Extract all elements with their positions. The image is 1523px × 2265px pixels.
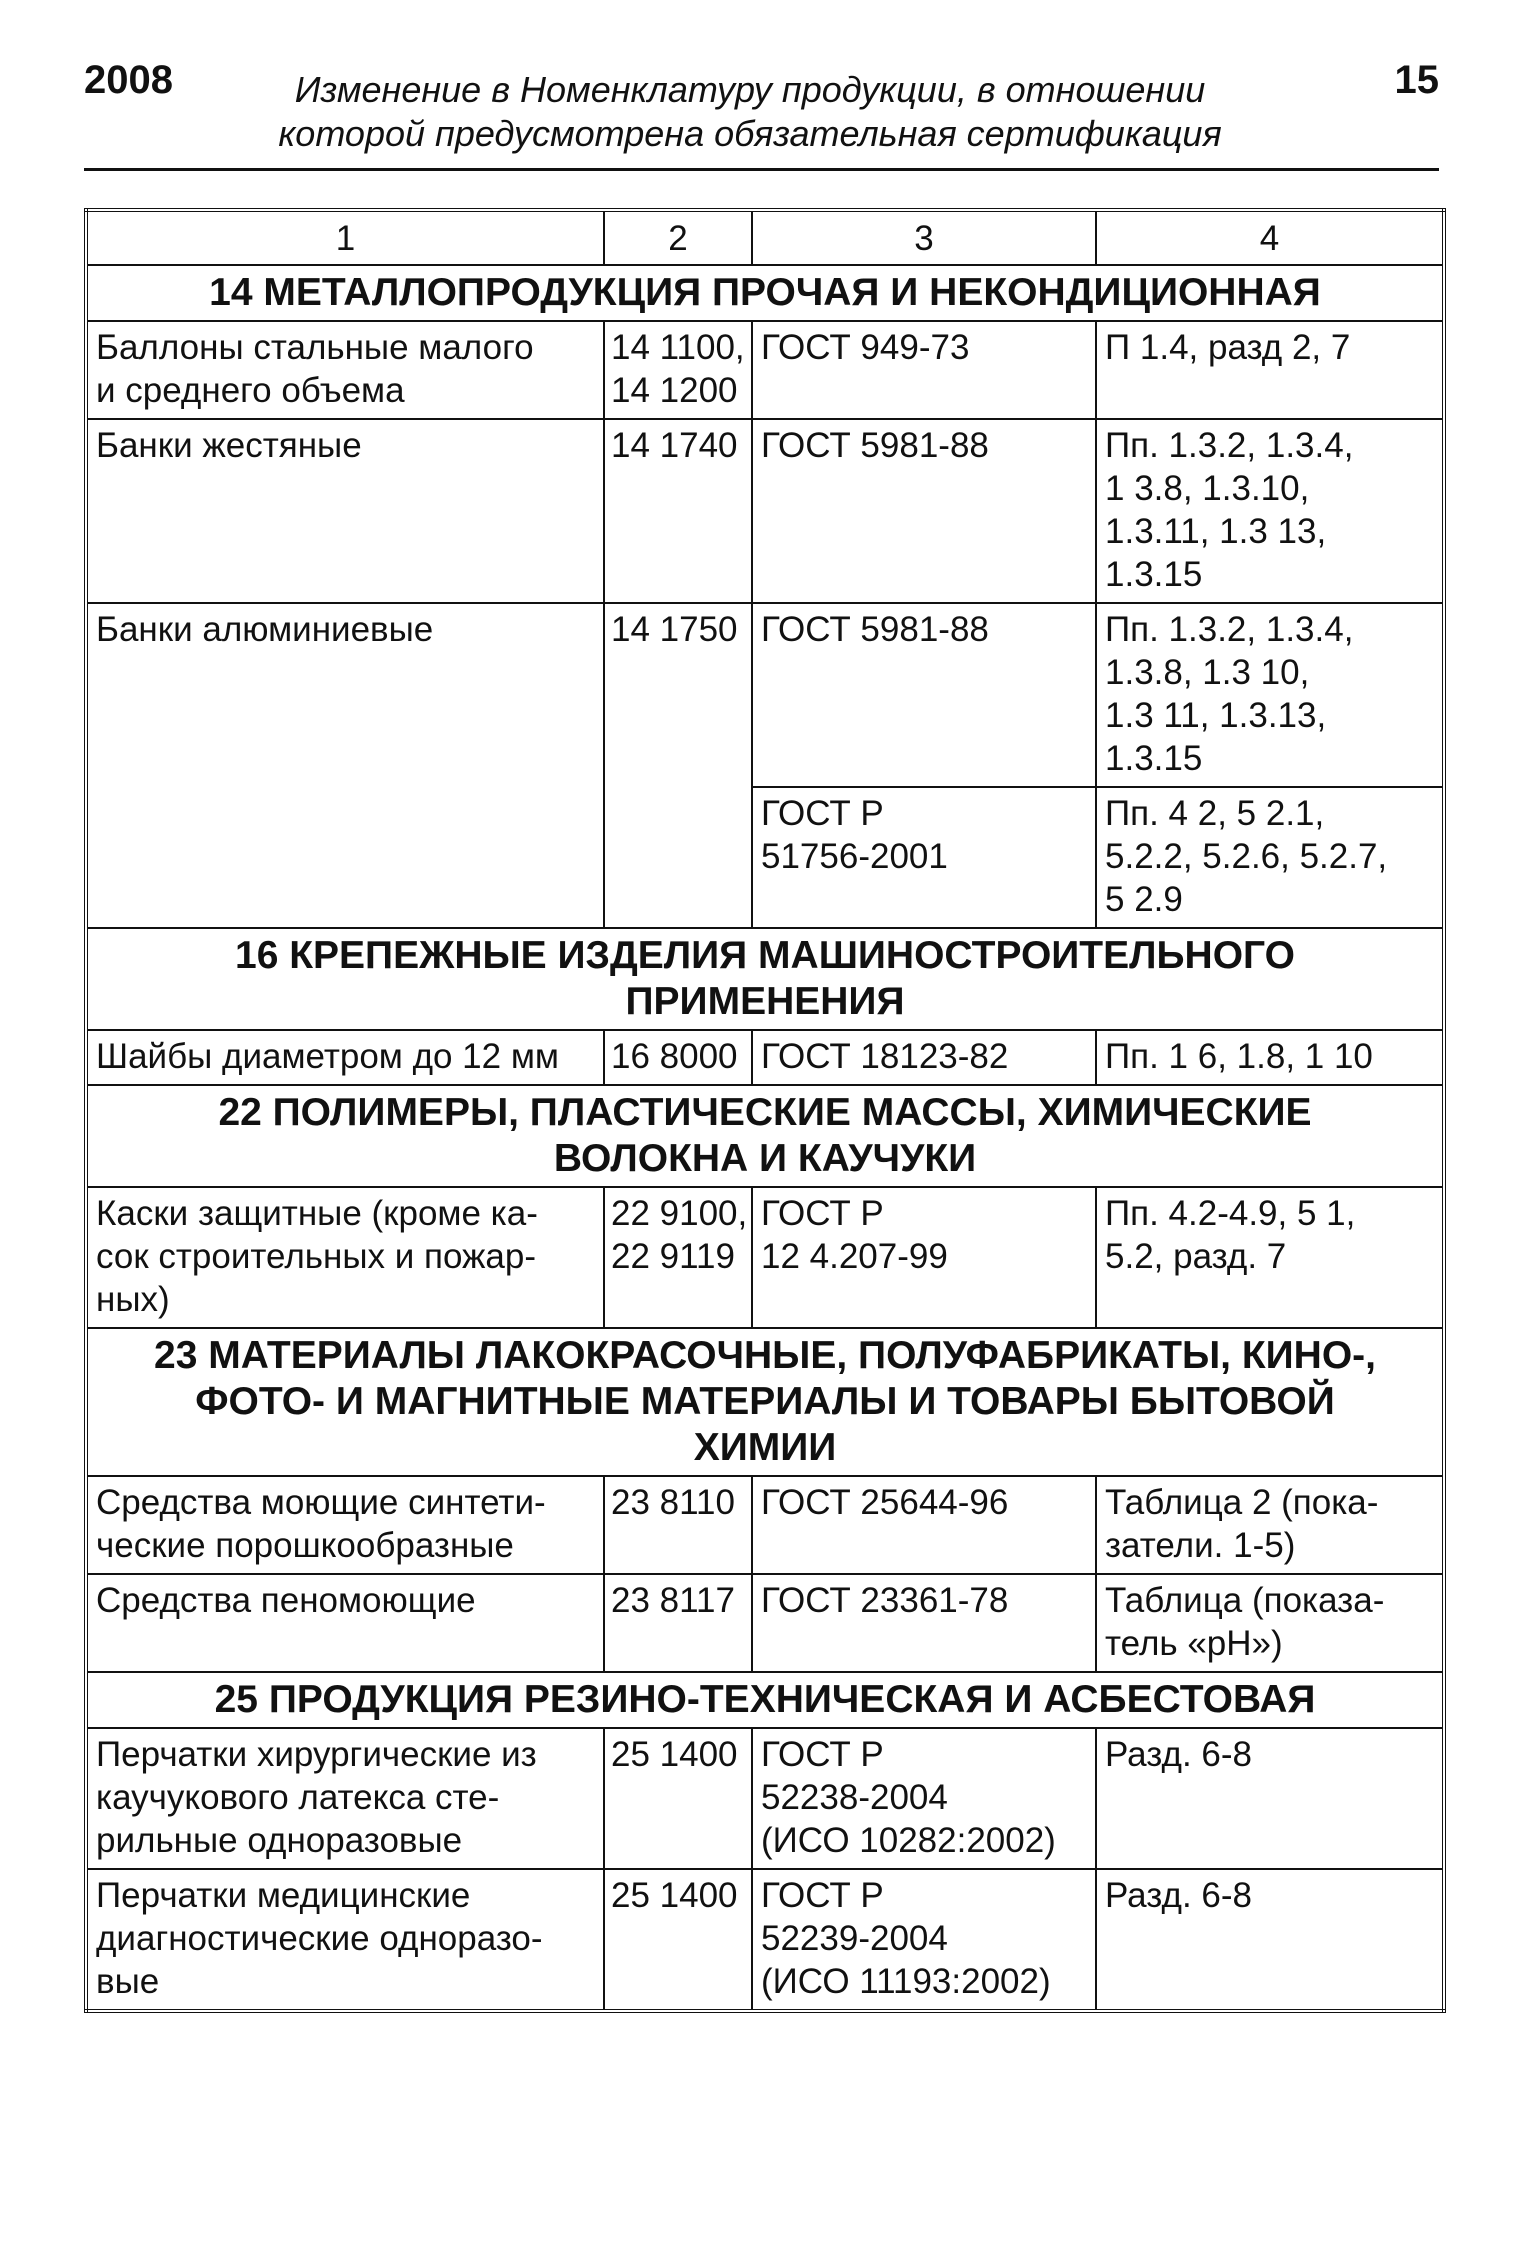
product-code: 14 1750 [604, 603, 752, 928]
page-title-line-1: Изменение в Номенклатуру продукции, в отношении [294, 69, 1206, 110]
clauses: Разд. 6-8 [1096, 1728, 1444, 1869]
header-year: 2008 [84, 58, 173, 102]
column-number: 1 [86, 210, 604, 265]
standard: ГОСТ 25644-96 [752, 1476, 1096, 1574]
product-code: 25 1400 [604, 1869, 752, 2011]
product-name: Каски защитные (кроме ка- сок строительных и пожар- ных) [86, 1187, 604, 1328]
standard: ГОСТ 5981-88 [752, 603, 1096, 787]
table-row [86, 1476, 1444, 1574]
column-number: 2 [604, 210, 752, 265]
product-name: Баллоны стальные малого и среднего объема [86, 321, 604, 419]
header-rule [84, 168, 1439, 171]
section-header-row [86, 1672, 1444, 1728]
section-title: 23 МАТЕРИАЛЫ ЛАКОКРАСОЧНЫЕ, ПОЛУФАБРИКАТЫ, КИНО-, ФОТО- И МАГНИТНЫЕ МАТЕРИАЛЫ И ТОВАРЫ БЫТОВОЙ ХИМИИ [86, 1328, 1444, 1476]
standard: ГОСТ Р 51756-2001 [752, 787, 1096, 928]
table-row [86, 1869, 1444, 2011]
product-name: Средства пеномоющие [86, 1574, 604, 1672]
clauses: Пп. 1 6, 1.8, 1 10 [1096, 1030, 1444, 1085]
product-name: Перчатки медицинские диагностические одноразо- вые [86, 1869, 604, 2011]
section-title: 16 КРЕПЕЖНЫЕ ИЗДЕЛИЯ МАШИНОСТРОИТЕЛЬНОГО ПРИМЕНЕНИЯ [86, 928, 1444, 1030]
product-code: 16 8000 [604, 1030, 752, 1085]
section-header-row [86, 1328, 1444, 1476]
product-code: 22 9100, 22 9119 [604, 1187, 752, 1328]
product-code: 14 1740 [604, 419, 752, 603]
product-code: 23 8117 [604, 1574, 752, 1672]
product-name: Банки жестяные [86, 419, 604, 603]
clauses: П 1.4, разд 2, 7 [1096, 321, 1444, 419]
column-number: 4 [1096, 210, 1444, 265]
section-header-row [86, 928, 1444, 1030]
standard: ГОСТ Р 12 4.207-99 [752, 1187, 1096, 1328]
standard: ГОСТ 949-73 [752, 321, 1096, 419]
section-header-row [86, 265, 1444, 321]
section-title: 22 ПОЛИМЕРЫ, ПЛАСТИЧЕСКИЕ МАССЫ, ХИМИЧЕСКИЕ ВОЛОКНА И КАУЧУКИ [86, 1085, 1444, 1187]
page-title-line-2: которой предусмотрена обязательная сертификация [278, 113, 1222, 154]
product-code: 25 1400 [604, 1728, 752, 1869]
standard: ГОСТ Р 52239-2004 (ИСО 11193:2002) [752, 1869, 1096, 2011]
product-code: 23 8110 [604, 1476, 752, 1574]
product-name: Средства моющие синтети- ческие порошкообразные [86, 1476, 604, 1574]
page-number: 15 [1394, 58, 1439, 102]
column-number-row [86, 210, 1444, 265]
section-header-row [86, 1085, 1444, 1187]
clauses: Пп. 1.3.2, 1.3.4, 1.3.8, 1.3 10, 1.3 11, 1.3.13, 1.3.15 [1096, 603, 1444, 787]
clauses: Пп. 4 2, 5 2.1, 5.2.2, 5.2.6, 5.2.7, 5 2.9 [1096, 787, 1444, 928]
product-code: 14 1100, 14 1200 [604, 321, 752, 419]
clauses: Таблица (показа- тель «рН») [1096, 1574, 1444, 1672]
clauses: Пп. 4.2-4.9, 5 1, 5.2, разд. 7 [1096, 1187, 1444, 1328]
section-title: 25 ПРОДУКЦИЯ РЕЗИНО-ТЕХНИЧЕСКАЯ И АСБЕСТОВАЯ [86, 1672, 1444, 1728]
column-number: 3 [752, 210, 1096, 265]
product-name: Перчатки хирургические из каучукового латекса сте- рильные одноразовые [86, 1728, 604, 1869]
page-title [230, 68, 1270, 156]
standard: ГОСТ 18123-82 [752, 1030, 1096, 1085]
standard: ГОСТ 5981-88 [752, 419, 1096, 603]
table-row [86, 419, 1444, 603]
product-name: Банки алюминиевые [86, 603, 604, 928]
product-name: Шайбы диаметром до 12 мм [86, 1030, 604, 1085]
certification-table [84, 208, 1446, 2013]
clauses: Разд. 6-8 [1096, 1869, 1444, 2011]
table-row [86, 1030, 1444, 1085]
table-row [86, 321, 1444, 419]
table-row [86, 1574, 1444, 1672]
table-row [86, 1187, 1444, 1328]
table-row [86, 603, 1444, 787]
standard: ГОСТ 23361-78 [752, 1574, 1096, 1672]
clauses: Таблица 2 (пока- затели. 1-5) [1096, 1476, 1444, 1574]
standard: ГОСТ Р 52238-2004 (ИСО 10282:2002) [752, 1728, 1096, 1869]
table-row [86, 1728, 1444, 1869]
clauses: Пп. 1.3.2, 1.3.4, 1 3.8, 1.3.10, 1.3.11, 1.3 13, 1.3.15 [1096, 419, 1444, 603]
section-title: 14 МЕТАЛЛОПРОДУКЦИЯ ПРОЧАЯ И НЕКОНДИЦИОННАЯ [86, 265, 1444, 321]
